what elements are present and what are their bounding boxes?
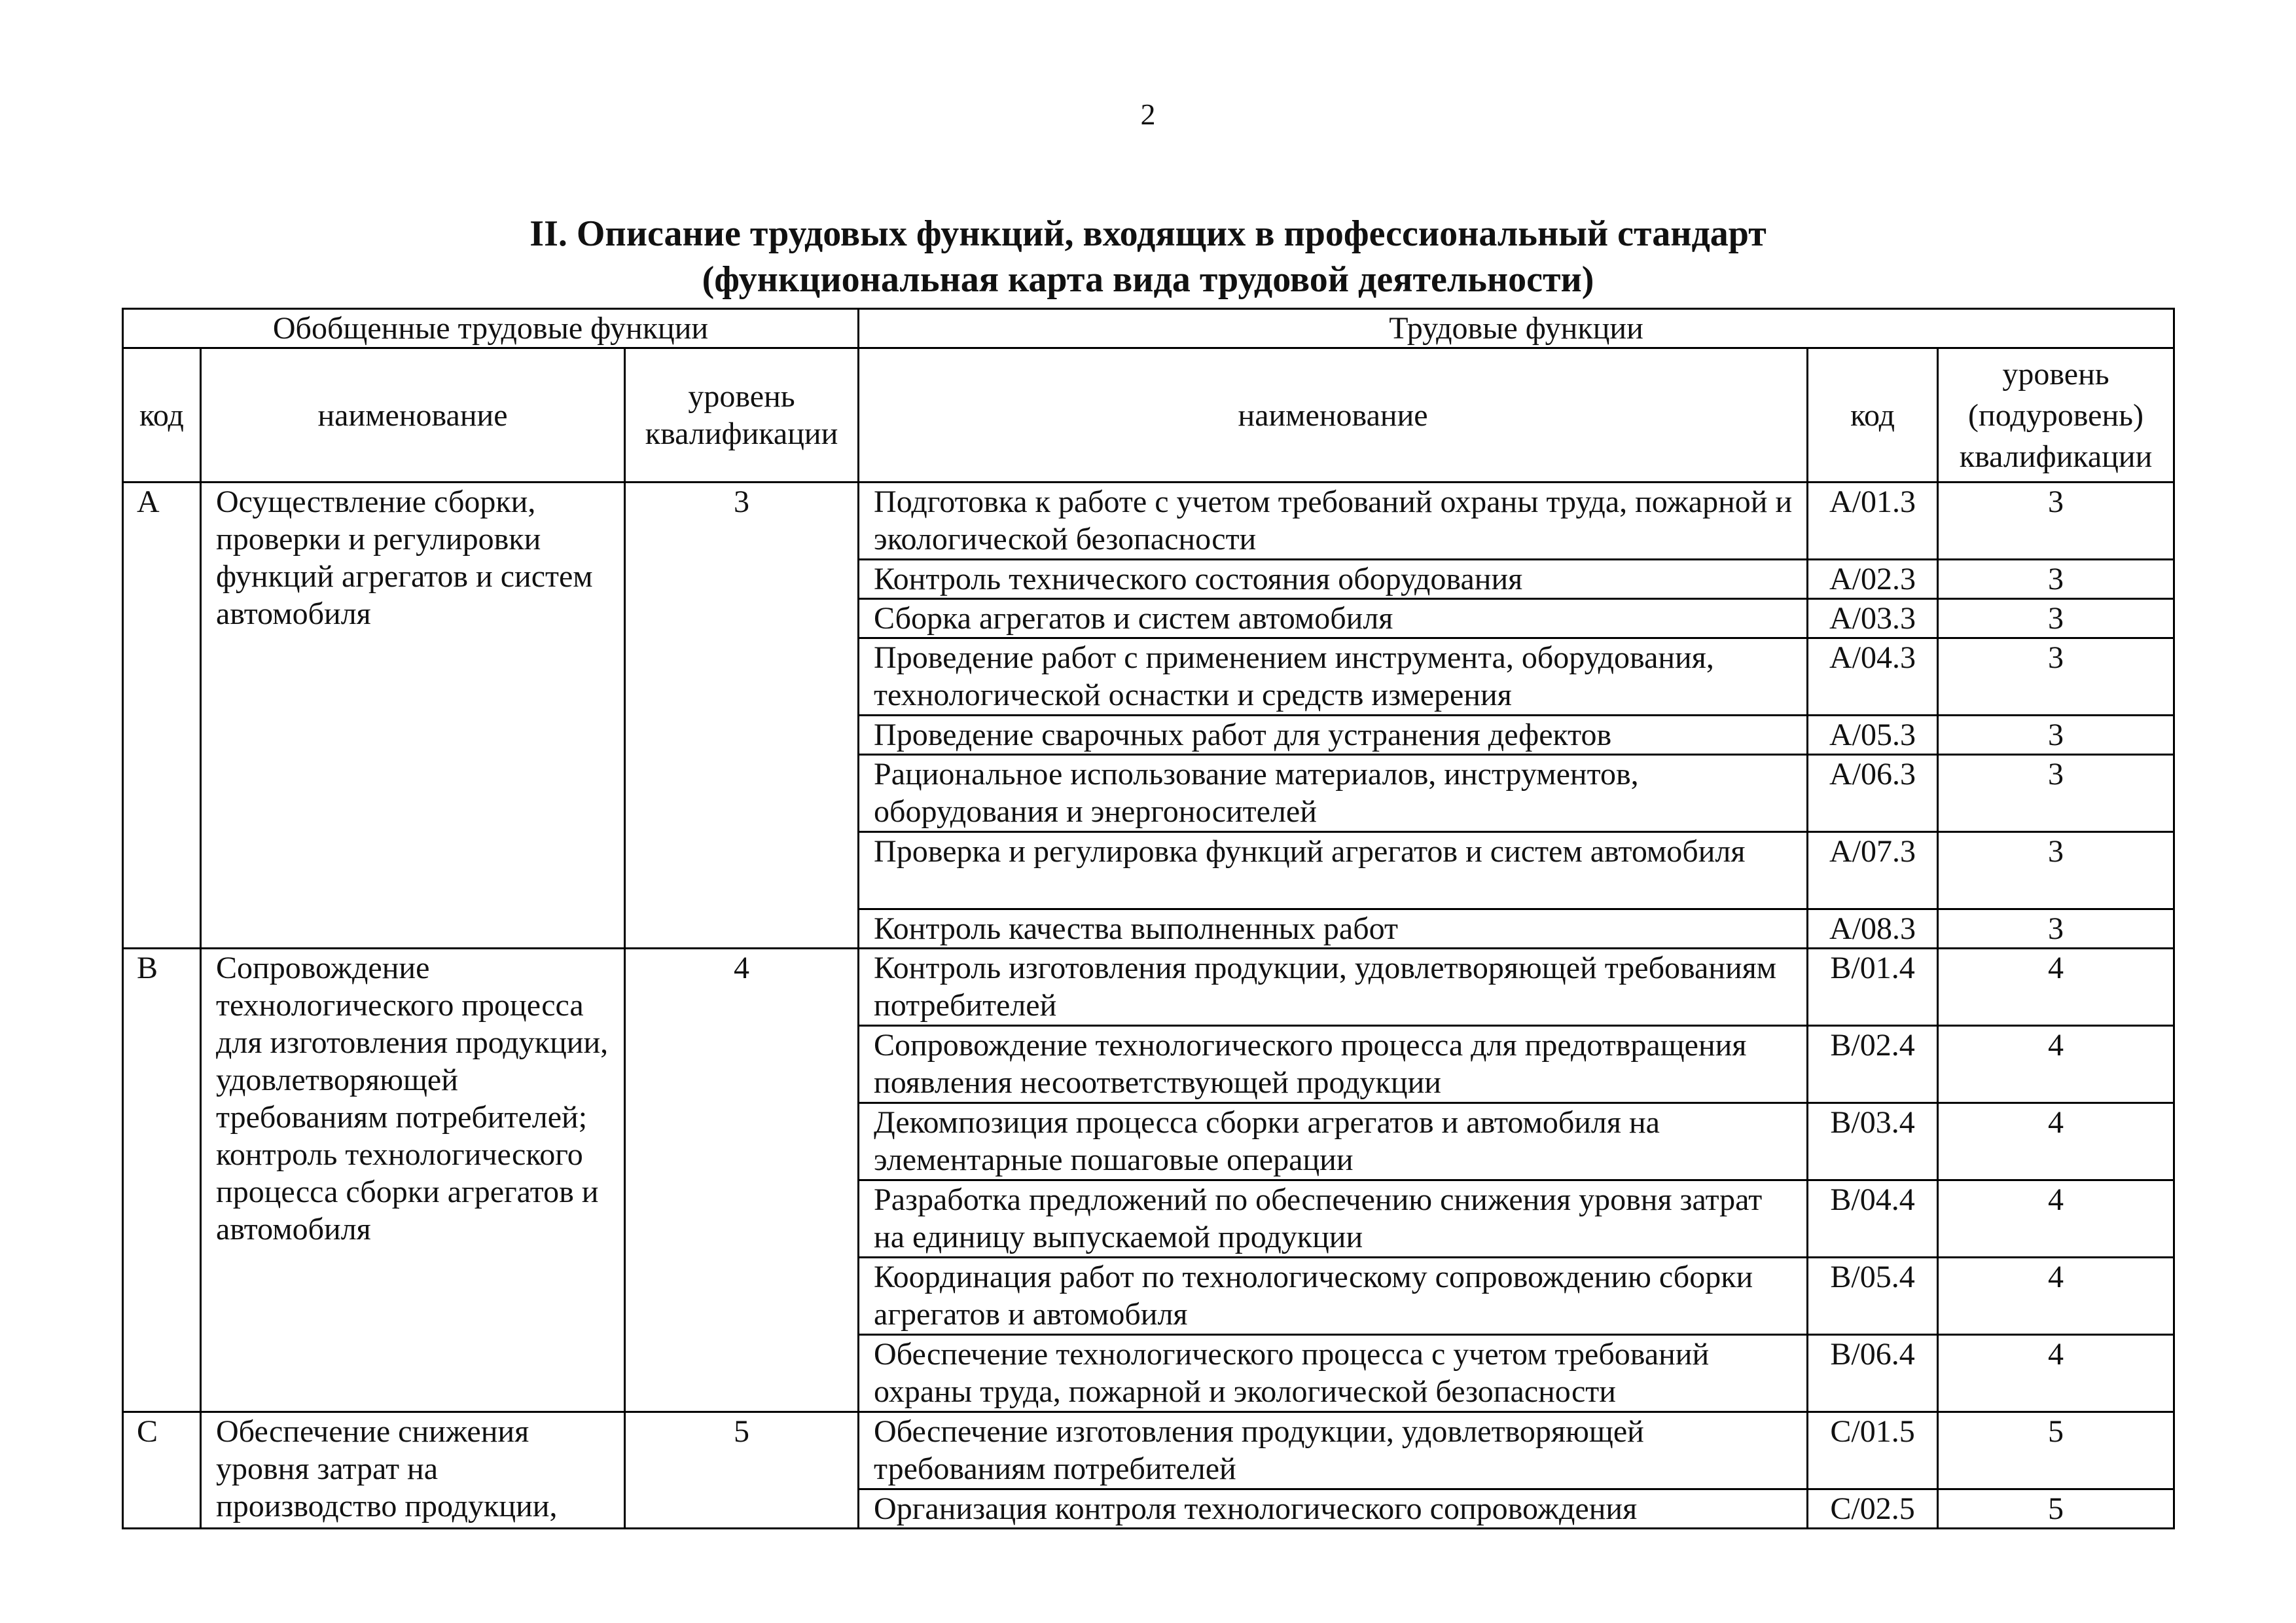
col-header-level: уровень квалификации [625, 348, 859, 483]
function-name: Контроль качества выполненных работ [859, 909, 1808, 949]
function-level: 3 [1938, 560, 2174, 599]
section-title [0, 211, 2296, 302]
group-code: B [123, 949, 201, 1412]
table-row [123, 949, 2174, 1026]
function-code: A/05.3 [1808, 716, 1938, 755]
function-level: 3 [1938, 483, 2174, 560]
function-name: Сборка агрегатов и систем автомобиля [859, 599, 1808, 638]
col-header-function-code: код [1808, 348, 1938, 483]
function-code: B/01.4 [1808, 949, 1938, 1026]
function-level: 5 [1938, 1489, 2174, 1529]
group-level: 4 [625, 949, 859, 1412]
function-code: C/02.5 [1808, 1489, 1938, 1529]
function-code: C/01.5 [1808, 1412, 1938, 1489]
function-code: A/08.3 [1808, 909, 1938, 949]
generalized-functions-header: Обобщенные трудовые функции [123, 309, 859, 348]
function-name: Проведение сварочных работ для устранения дефектов [859, 716, 1808, 755]
section-title-line-2: (функциональная карта вида трудовой деятельности) [702, 259, 1594, 300]
functional-map-table [122, 308, 2175, 1529]
function-code: A/02.3 [1808, 560, 1938, 599]
table-row [123, 1412, 2174, 1489]
group-name: Осуществление сборки, проверки и регулировки функций агрегатов и систем автомобиля [201, 483, 625, 949]
function-code: B/04.4 [1808, 1180, 1938, 1258]
function-code: A/07.3 [1808, 832, 1938, 909]
function-name: Координация работ по технологическому сопровождению сборки агрегатов и автомобиля [859, 1258, 1808, 1335]
function-level: 4 [1938, 949, 2174, 1026]
labor-functions-header: Трудовые функции [859, 309, 2174, 348]
column-header-row [123, 348, 2174, 483]
function-code: B/02.4 [1808, 1026, 1938, 1103]
function-name: Обеспечение технологического процесса с учетом требований охраны труда, пожарной и экологической безопасности [859, 1335, 1808, 1412]
col-header-function-level: уровень (подуровень) квалификации [1938, 348, 2174, 483]
function-code: B/06.4 [1808, 1335, 1938, 1412]
function-code: B/05.4 [1808, 1258, 1938, 1335]
function-level: 4 [1938, 1258, 2174, 1335]
function-name: Проверка и регулировка функций агрегатов и систем автомобиля [859, 832, 1808, 909]
function-name: Сопровождение технологического процесса для предотвращения появления несоответствующей продукции [859, 1026, 1808, 1103]
function-name: Проведение работ с применением инструмента, оборудования, технологической оснастки и средств измерения [859, 638, 1808, 716]
group-level: 5 [625, 1412, 859, 1529]
function-code: A/06.3 [1808, 755, 1938, 832]
function-name: Обеспечение изготовления продукции, удовлетворяющей требованиям потребителей [859, 1412, 1808, 1489]
function-level: 4 [1938, 1335, 2174, 1412]
group-code: A [123, 483, 201, 949]
function-name: Рациональное использование материалов, инструментов, оборудования и энергоносителей [859, 755, 1808, 832]
function-level: 4 [1938, 1103, 2174, 1180]
function-name: Контроль изготовления продукции, удовлетворяющей требованиям потребителей [859, 949, 1808, 1026]
col-header-code: код [123, 348, 201, 483]
page-number: 2 [1140, 98, 1156, 131]
function-code: A/03.3 [1808, 599, 1938, 638]
group-name: Обеспечение снижения уровня затрат на производство продукции, [201, 1412, 625, 1529]
function-level: 4 [1938, 1180, 2174, 1258]
function-level: 4 [1938, 1026, 2174, 1103]
col-header-function-name: наименование [859, 348, 1808, 483]
function-level: 3 [1938, 909, 2174, 949]
function-name: Контроль технического состояния оборудования [859, 560, 1808, 599]
function-level: 3 [1938, 716, 2174, 755]
function-code: A/01.3 [1808, 483, 1938, 560]
function-name: Декомпозиция процесса сборки агрегатов и автомобиля на элементарные пошаговые операции [859, 1103, 1808, 1180]
function-name: Организация контроля технологического сопровождения [859, 1489, 1808, 1529]
table-row [123, 483, 2174, 560]
function-name: Разработка предложений по обеспечению снижения уровня затрат на единицу выпускаемой продукции [859, 1180, 1808, 1258]
function-level: 3 [1938, 832, 2174, 909]
group-code: C [123, 1412, 201, 1529]
function-level: 3 [1938, 755, 2174, 832]
group-header-row [123, 309, 2174, 348]
col-header-name: наименование [201, 348, 625, 483]
section-title-line-1: II. Описание трудовых функций, входящих в профессиональный стандарт [529, 213, 1767, 254]
function-level: 5 [1938, 1412, 2174, 1489]
function-name: Подготовка к работе с учетом требований охраны труда, пожарной и экологической безопасности [859, 483, 1808, 560]
group-level: 3 [625, 483, 859, 949]
function-code: A/04.3 [1808, 638, 1938, 716]
function-level: 3 [1938, 638, 2174, 716]
function-level: 3 [1938, 599, 2174, 638]
function-code: B/03.4 [1808, 1103, 1938, 1180]
group-name: Сопровождение технологического процесса для изготовления продукции, удовлетворяющей требованиям потребителей; контроль технологического процесса сборки агрегатов и автомобиля [201, 949, 625, 1412]
